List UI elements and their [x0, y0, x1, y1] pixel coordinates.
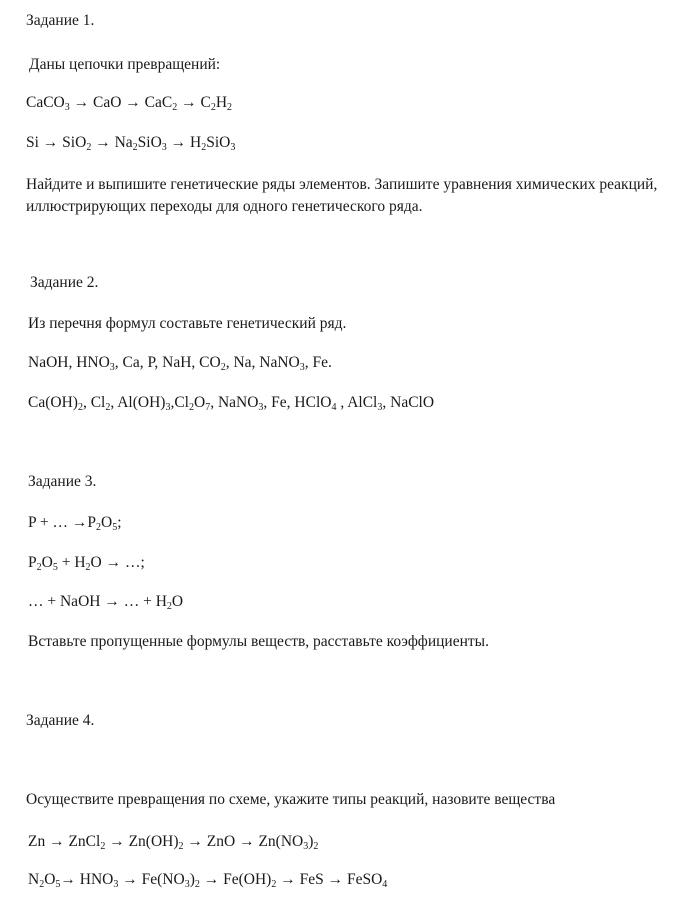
formula-subscript: 3 [109, 362, 115, 373]
formula-subscript: 3 [184, 879, 190, 890]
formula-subscript: 2 [96, 522, 102, 533]
formula-text: → C [177, 94, 211, 111]
task1-title: Задание 1. [26, 12, 95, 29]
task2-intro: Из перечня формул составьте генетический ряд. [28, 315, 347, 332]
formula-text: → CaO → CaC [69, 94, 173, 111]
formula-text: → HNO [60, 871, 114, 888]
task3-title: Задание 3. [28, 473, 97, 490]
formula-subscript: 2 [271, 879, 277, 890]
task3-equation-1 [28, 513, 122, 533]
formula-text: O → …; [90, 554, 145, 571]
task1-chain-2 [26, 133, 235, 153]
formula-text: , Al(OH) [110, 394, 166, 411]
formula-text: O [193, 394, 206, 411]
formula-text: NaOH, HNO [28, 354, 110, 371]
task1-instruction: Найдите и выпишите генетические ряды элементов. Запишите уравнения химических реакций, иллюстрирующих переходы для одного генетического ряда. [26, 176, 658, 215]
formula-subscript: 7 [205, 402, 211, 413]
task4-chain-1 [28, 832, 318, 852]
formula-text: , Fe. [304, 354, 332, 371]
formula-text: SiO [137, 134, 162, 151]
formula-text: , Ca, P, NaH, CO [114, 354, 221, 371]
formula-subscript: 5 [112, 522, 118, 533]
task4-title: Задание 4. [26, 712, 95, 729]
formula-subscript: 2 [172, 102, 178, 113]
formula-subscript: 2 [210, 102, 216, 113]
formula-text: ,Cl [170, 394, 189, 411]
task3-equation-3 [28, 592, 183, 612]
task1-chain-1 [26, 93, 232, 113]
formula-subscript: 3 [258, 402, 264, 413]
task2-formula-list-1 [28, 353, 332, 373]
formula-subscript: 2 [100, 841, 106, 852]
formula-text: Si → SiO [26, 134, 87, 151]
formula-subscript: 2 [313, 841, 319, 852]
formula-text: Ca(OH) [28, 394, 78, 411]
formula-subscript: 4 [331, 402, 337, 413]
formula-subscript: 2 [188, 402, 194, 413]
formula-subscript: 3 [165, 402, 171, 413]
formula-text: → Zn(OH) [105, 833, 179, 850]
formula-subscript: 3 [299, 362, 305, 373]
formula-text: ) [189, 871, 195, 888]
formula-text: CaCO [26, 94, 65, 111]
formula-text: → Na [91, 134, 133, 151]
formula-text: → FeS → FeSO [276, 871, 383, 888]
formula-text: + H [57, 554, 86, 571]
task3-equation-2 [28, 553, 145, 573]
formula-text: → Fe(NO [118, 871, 185, 888]
formula-text: P + … →P [28, 514, 97, 531]
formula-text: ; [117, 514, 122, 531]
formula-subscript: 3 [64, 102, 70, 113]
formula-text: O [171, 593, 184, 610]
formula-subscript: 3 [303, 841, 309, 852]
formula-subscript: 2 [85, 562, 91, 573]
formula-text: O [44, 871, 56, 888]
formula-subscript: 3 [377, 402, 383, 413]
formula-subscript: 2 [201, 142, 207, 153]
formula-text: N [28, 871, 40, 888]
formula-subscript: 2 [86, 142, 92, 153]
formula-text: … + NaOH → … + H [28, 593, 167, 610]
formula-text: , NaClO [382, 394, 435, 411]
formula-text: , NaNO [210, 394, 259, 411]
formula-subscript: 2 [36, 562, 42, 573]
formula-subscript: 2 [227, 102, 233, 113]
formula-text: → Fe(OH) [199, 871, 272, 888]
formula-text: → H [166, 134, 202, 151]
formula-subscript: 4 [382, 879, 388, 890]
formula-text: , Na, NaNO [225, 354, 300, 371]
formula-subscript: 2 [105, 402, 111, 413]
formula-text: O [101, 514, 113, 531]
formula-subscript: 2 [39, 879, 45, 890]
formula-text: , AlCl [336, 394, 378, 411]
formula-subscript: 5 [52, 562, 58, 573]
formula-subscript: 2 [77, 402, 83, 413]
formula-subscript: 3 [113, 879, 119, 890]
task2-title: Задание 2. [30, 274, 99, 291]
task2-formula-list-2 [28, 393, 434, 413]
formula-subscript: 3 [230, 142, 236, 153]
formula-text: , Fe, HClO [263, 394, 332, 411]
formula-text: ) [308, 833, 314, 850]
formula-subscript: 3 [161, 142, 167, 153]
formula-subscript: 2 [166, 601, 172, 612]
task1-intro: Даны цепочки превращений: [29, 56, 221, 73]
formula-subscript: 5 [55, 879, 61, 890]
formula-subscript: 2 [178, 841, 184, 852]
task4-chain-2 [28, 870, 387, 890]
formula-text: H [215, 94, 228, 111]
formula-text: Zn → ZnCl [28, 833, 101, 850]
formula-text: , Cl [82, 394, 106, 411]
formula-text: O [41, 554, 53, 571]
task3-instruction: Вставьте пропущенные формулы веществ, расставьте коэффициенты. [28, 633, 489, 650]
formula-subscript: 2 [220, 362, 226, 373]
formula-text: SiO [206, 134, 231, 151]
formula-text: → ZnO → Zn(NO [183, 833, 304, 850]
formula-subscript: 2 [194, 879, 200, 890]
formula-text: P [28, 554, 37, 571]
formula-subscript: 2 [132, 142, 138, 153]
task4-instruction: Осуществите превращения по схеме, укажите типы реакций, назовите вещества [26, 791, 556, 808]
